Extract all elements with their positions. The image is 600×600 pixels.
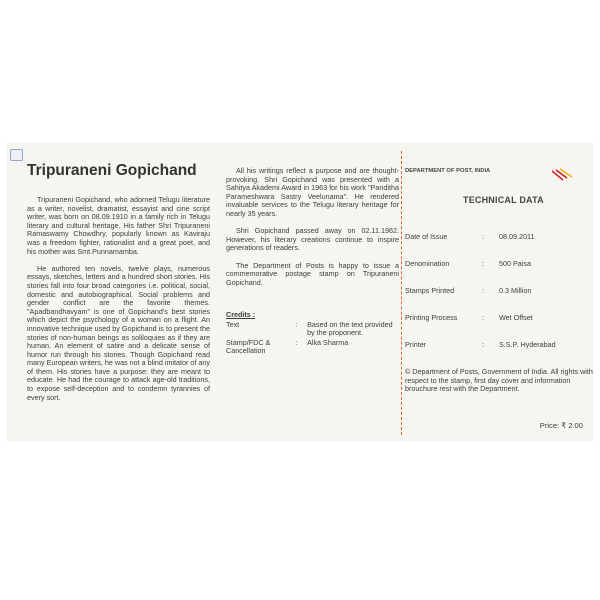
credit-label: Text [226,319,240,329]
tech-row [405,259,589,268]
credit-separator: : [295,319,298,329]
tech-separator: : [482,259,484,268]
tech-row [405,286,589,295]
credit-value: Alka Sharma [307,337,349,347]
tech-value: S.S.P. Hyderabad [499,340,556,349]
tech-separator: : [482,286,484,295]
credit-value: Based on the text provided by the proponent. [307,319,393,338]
credit-row [226,321,401,338]
tech-separator: : [482,313,484,322]
biography-column-1 [27,196,210,411]
perforation-divider [401,151,402,435]
biography-column-2 [226,167,399,296]
credit-label: Stamp/FDC & Cancellation [226,337,271,356]
tech-separator: : [482,232,484,241]
tech-value: Wet Offset [499,313,533,322]
credit-row [226,339,401,356]
technical-data-heading: TECHNICAL DATA [463,195,544,205]
corner-logo-icon [10,149,23,161]
department-name: DEPARTMENT OF POST, INDIA [405,168,491,174]
tech-separator: : [482,340,484,349]
tech-label: Date of Issue [405,232,448,241]
credits-section [226,311,401,356]
tech-value: 0.3 Million [499,286,532,295]
paragraph: Tripuraneni Gopichand, who adorned Telugu literature as a writer, novelist, dramatist, essayist and cine script writer, was born on 08.09.1910 in a family rich in Telugu literary and cultural heritage. His father Shri Tripuraneni Ramaswamy Chowdhry, popularly known as Kaviraju was a freedom fighter, rationalist and a great poet, and his mother was Smt.Punnamamba. [27,195,210,256]
india-post-logo-icon [551,168,573,182]
brochure-sheet [7,143,593,441]
paragraph: All his writings reflect a purpose and are thought-provoking. Shri Gopichand was presented with a Sahitya Akademi Award in 1963 for his work "Panditha Parameshwara Sastry Veelunama". He rendered invaluable services to the Telugu literary heritage for nearly 35 years. [226,166,399,218]
price-label: Price: ₹ 2.00 [539,421,583,430]
tech-row [405,313,589,322]
tech-row [405,340,589,349]
credits-heading: Credits : [226,310,256,319]
paragraph: The Department of Posts is happy to issue a commemorative postage stamp on Tripuraneni Gopichand. [226,260,399,287]
paragraph: He authored ten novels, twelve plays, numerous essays, sketches, letters and a hundred short stories. His stories fall into four broad categories i.e. political, social, domestic and autobiographical. Social problems and gender conflict are the favorite themes. "Apadbandhavyam" is one of Gopichand's best stories which depict the psychology of a woman on a flight. An innovative technique used by Gopichand is to present the stories of non-human beings as soliloquies as if they are human. An element of satire and a delicate sense of humor run through his stories. Though Gopichand read many European writers, he was not a blind imitator of any of them. His stories have a purpose: they are meant to educate. He had the courage to attack age-old traditions, to expose self-deception and to condemn tyrannies of every sort. [27,263,210,402]
technical-panel [405,143,591,441]
tech-value: 08.09.2011 [499,232,535,241]
tech-label: Denomination [405,259,450,268]
tech-label: Printer [405,340,427,349]
tech-value: 500 Paisa [499,259,531,268]
page-title: Tripuraneni Gopichand [27,162,197,179]
copyright-notice: © Department of Posts, Government of India. All rights with respect to the stamp, first day cover and information brouchure rest with the Department. [405,367,593,394]
tech-row [405,232,589,241]
tech-label: Printing Process [405,313,458,322]
paragraph: Shri Gopichand passed away on 02.11.1962. However, his literary creations continue to inspire generations of readers. [226,226,399,253]
credit-separator: : [295,337,298,347]
tech-label: Stamps Printed [405,286,455,295]
